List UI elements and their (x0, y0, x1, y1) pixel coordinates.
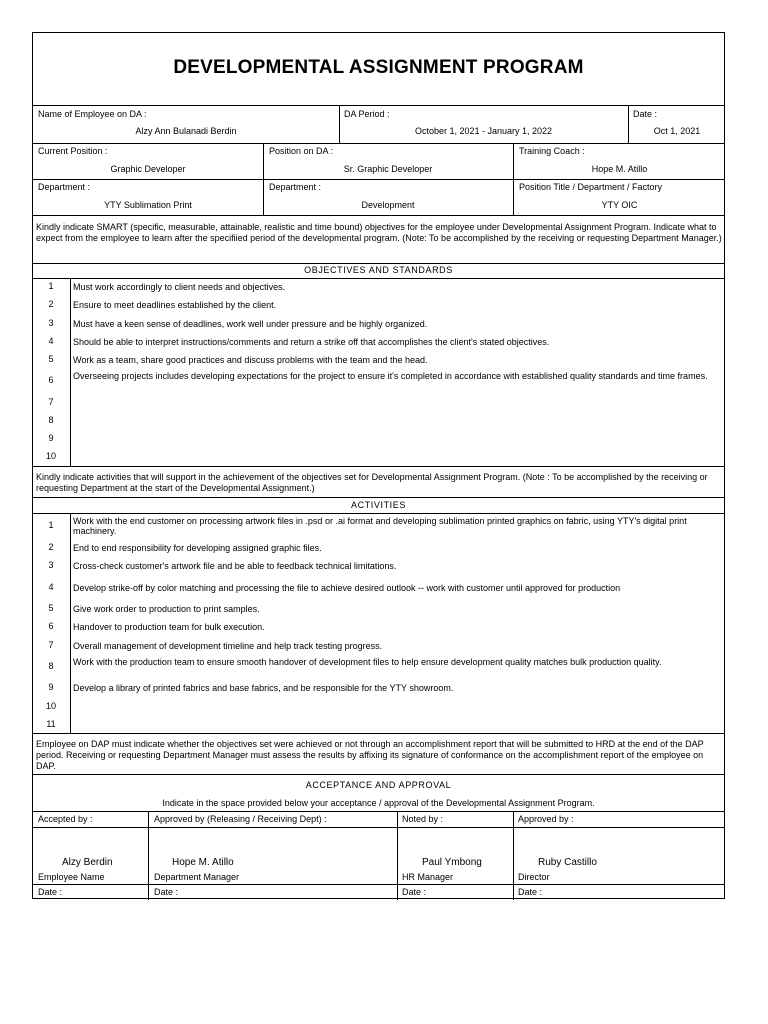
activity-text: Develop strike-off by color matching and processing the file to achieve desired outlook -- work with customer until approved for production (73, 583, 621, 593)
activity-text: Handover to production team for bulk execution. (73, 622, 265, 632)
activity-text: Work with the end customer on processing artwork files in .psd or .ai format and developing sublimation printed graphics on fabric, using YTY's digital print machinery. (73, 516, 687, 536)
objective-text: Must work accordingly to client needs and objectives. (73, 282, 286, 292)
position-da-label: Position on DA : (269, 146, 334, 156)
training-coach-label: Training Coach : (519, 146, 585, 156)
acceptance-instruction: Indicate in the space provided below your acceptance / approval of the Developmental Assignment Program. (162, 798, 595, 808)
accepted-by-label: Accepted by : (38, 814, 93, 824)
activity-text: Give work order to production to print samples. (73, 604, 260, 614)
current-position-label: Current Position : (38, 146, 108, 156)
employee-name: Alzy Ann Bulanadi Berdin (135, 126, 237, 136)
position-title-label: Position Title / Department / Factory (519, 182, 663, 192)
date-line-label: Date : (402, 887, 427, 897)
objective-number: 9 (48, 433, 54, 443)
training-coach-value: Hope M. Atillo (591, 164, 648, 174)
activity-number: 4 (48, 582, 54, 592)
date-line-label: Date : (518, 887, 543, 897)
activity-number: 5 (48, 603, 54, 613)
objective-text: Overseeing projects includes developing expectations for the project to ensure it's completed in accordance with established quality standards and time frames. (73, 371, 708, 381)
activity-number: 2 (48, 542, 54, 552)
activity-number: 3 (48, 560, 54, 570)
signatory-name: Paul Ymbong (422, 857, 482, 868)
signatory-name: Ruby Castillo (538, 857, 597, 868)
employee-label: Name of Employee on DA : (38, 109, 147, 119)
objective-number: 6 (48, 375, 54, 385)
report-note: Employee on DAP must indicate whether the objectives set were achieved or not through an accomplishment report that will be submitted to HRD at the end of the DAP period. Receiving or requesting Department Manager must assess the results by affixing its signature of conformance on the accomplishment report of the employee on DAP. (36, 739, 704, 771)
objective-number: 5 (48, 354, 54, 364)
signatory-role: HR Manager (402, 872, 454, 882)
activity-text: End to end responsibility for developing assigned graphic files. (73, 543, 322, 553)
activity-number: 6 (48, 621, 54, 631)
activity-text: Overall management of development timeline and help track testing progress. (73, 641, 383, 651)
activity-number: 10 (45, 701, 56, 711)
approved-by-label: Approved by : (518, 814, 574, 824)
signatory-role: Employee Name (38, 872, 105, 882)
da-period-label: DA Period : (344, 109, 390, 119)
objective-text: Work as a team, share good practices and discuss problems with the team and the head. (73, 355, 428, 365)
current-position-value: Graphic Developer (110, 164, 186, 174)
objective-text: Should be able to interpret instructions/comments and return a strike off that accomplishes the client's stated objectives. (73, 337, 550, 347)
department2-value: Development (361, 200, 415, 210)
activity-number: 9 (48, 682, 54, 692)
activity-text: Develop a library of printed fabrics and base fabrics, and be responsible for the YTY showroom. (73, 683, 454, 693)
date-label: Date : (633, 109, 658, 119)
noted-by-label: Noted by : (402, 814, 444, 824)
objective-number: 7 (48, 397, 54, 407)
objective-number: 4 (48, 336, 54, 346)
acceptance-heading: ACCEPTANCE AND APPROVAL (305, 780, 452, 790)
date-line-label: Date : (38, 887, 63, 897)
activity-text: Cross-check customer's artwork file and be able to feedback technical limitations. (73, 561, 397, 571)
activity-number: 7 (48, 640, 54, 650)
objective-number: 8 (48, 415, 54, 425)
department-label: Department : (38, 182, 91, 192)
activity-number: 1 (48, 520, 54, 530)
signatory-role: Director (518, 872, 550, 882)
da-period-value: October 1, 2021 - January 1, 2022 (414, 126, 553, 136)
objectives-intro: Kindly indicate SMART (specific, measurable, attainable, realistic and time bound) objectives for the employee under Developmental Assignment Program. Indicate what to expect from the employee to learn after the specifiied period of the developmental program. (Note: To be accomplished by the receiving or requesting Department Manager.) (36, 222, 722, 243)
date-line-label: Date : (154, 887, 179, 897)
activity-number: 11 (46, 719, 56, 729)
signatory-name: Alzy Berdin (62, 857, 113, 868)
activity-number: 8 (48, 661, 54, 671)
activity-text: Work with the production team to ensure smooth handover of development files to help ensure development quality matches bulk production quality. (73, 657, 662, 667)
objective-number: 1 (48, 281, 54, 291)
page-title: DEVELOPMENTAL ASSIGNMENT PROGRAM (173, 57, 584, 78)
objective-number: 3 (48, 318, 54, 328)
objective-text: Ensure to meet deadlines established by the client. (73, 300, 277, 310)
signatory-name: Hope M. Atillo (172, 857, 234, 868)
objective-number: 2 (48, 299, 54, 309)
activities-intro: Kindly indicate activities that will support in the achievement of the objectives set for Developmental Assignment Program. (Note : To be accomplished by the receiving or requesting Department at the start of the Developmental Assignment.) (36, 472, 708, 493)
department2-label: Department : (269, 182, 322, 192)
objective-text: Must have a keen sense of deadlines, work well under pressure and be highly organized. (73, 319, 428, 329)
objective-number: 10 (45, 451, 56, 461)
da-program-form (32, 32, 725, 899)
position-title-value: YTY OIC (601, 200, 638, 210)
signatory-role: Department Manager (154, 872, 240, 882)
department-value: YTY Sublimation Print (104, 200, 192, 210)
date-value: Oct 1, 2021 (653, 126, 701, 136)
approved-dept-label: Approved by (Releasing / Receiving Dept) : (154, 814, 327, 824)
position-da-value: Sr. Graphic Developer (343, 164, 433, 174)
activities-heading: ACTIVITIES (350, 500, 406, 510)
objectives-heading: OBJECTIVES AND STANDARDS (304, 265, 453, 275)
